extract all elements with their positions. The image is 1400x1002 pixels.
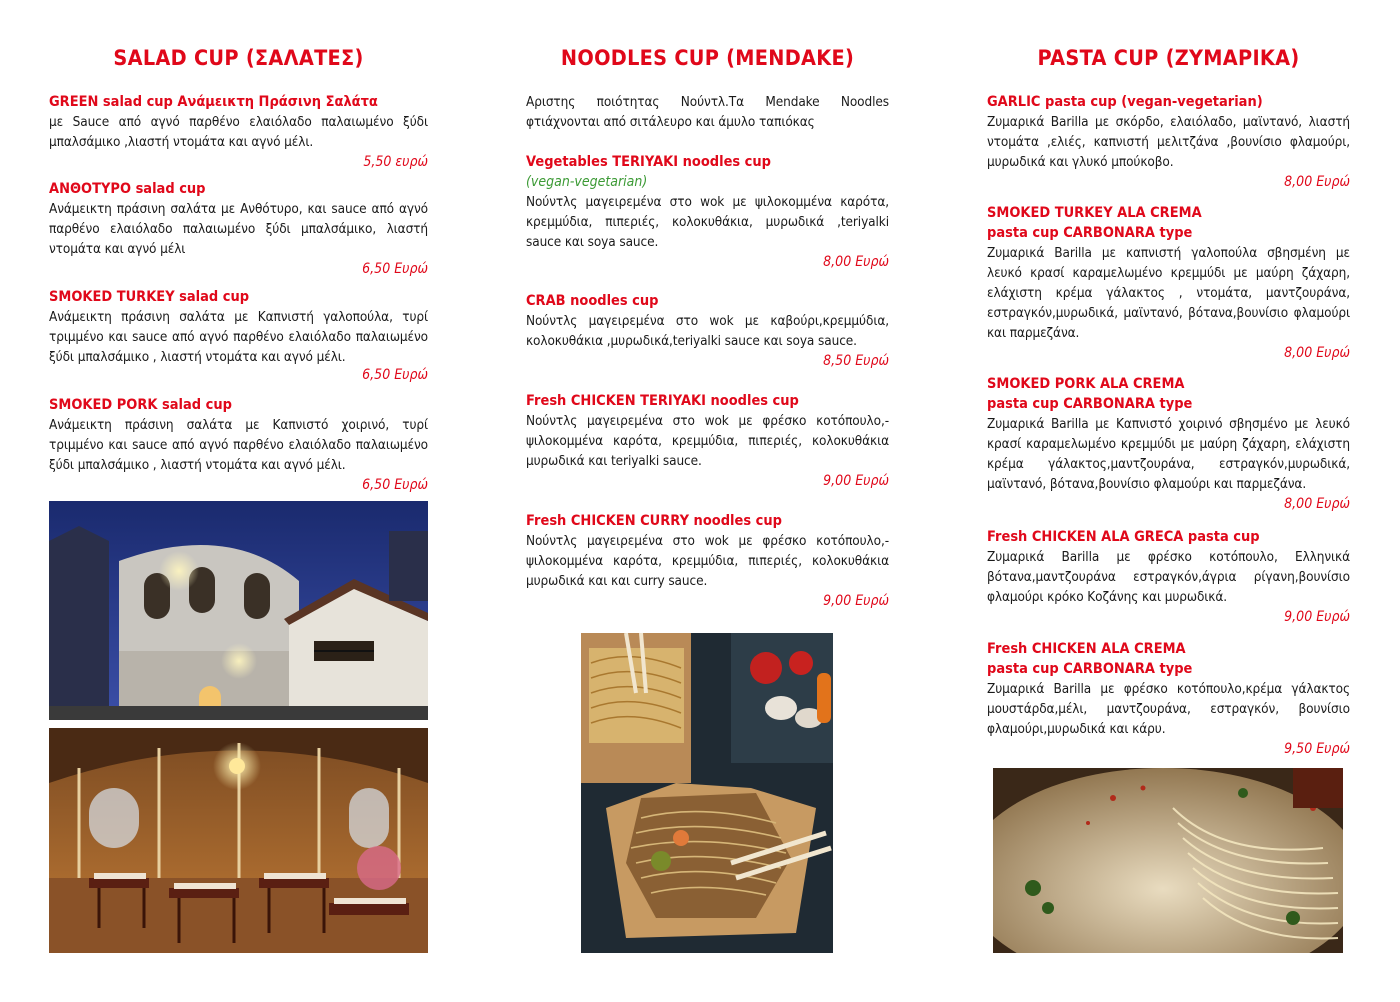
item-description: Ανάμεικτη πράσινη σαλάτα με Ανθότυρο, και sauce από αγνό παρθένο ελαιόλαδο παλαιωμένο ξύδι μπαλσάμικο, λιαστή ντομάτα και αγνό μέλι [49, 201, 428, 257]
item-price: 6,50 Ευρώ [362, 261, 428, 277]
item-price: 6,50 Ευρώ [362, 367, 428, 383]
menu-item-crab-noodles [526, 291, 889, 371]
item-name: SMOKED PORK salad cup [49, 397, 232, 413]
item-price: 5,50 ευρώ [363, 154, 428, 170]
item-price: 9,50 Ευρώ [1284, 741, 1350, 757]
menu-item-green-salad [49, 92, 428, 172]
item-name: Fresh CHICKEN ALA CREMA [987, 641, 1186, 657]
item-name: Vegetables TERIYAKI noodles cup [526, 154, 771, 170]
item-name: SMOKED TURKEY ALA CREMA [987, 205, 1202, 221]
item-name-secondary: pasta cup CARBONARA type [987, 661, 1193, 677]
item-description: Νούντλς μαγειρεμένα στο wok με ψιλοκομμένα καρότα, κρεμμύδια, πιπεριές, κολοκυθάκια, μυρωδικά ,teriyalki sauce και soya sauce. [526, 194, 889, 250]
item-name: SMOKED PORK ALA CREMA [987, 376, 1185, 392]
item-description: Ανάμεικτη πράσινη σαλάτα με Καπνιστό χοιρινό, τυρί τριμμένο και sauce από αγνό παρθένο ελαιόλαδο παλαιωμένο ξύδι μπαλσάμικο , λιαστή ντομάτα και αγνό μέλι. [49, 417, 428, 473]
item-price: 8,00 Ευρώ [823, 254, 889, 270]
menu-item-chicken-ala-greca [987, 527, 1350, 627]
menu-item-chicken-ala-crema [987, 639, 1350, 759]
intro-text: Αριστης ποιότητας Νούντλ.Τα Mendake Noodles φτιάχνονται από σιτάλευρο και άμυλο ταπιόκας [526, 94, 889, 130]
item-price: 8,00 Ευρώ [1284, 345, 1350, 361]
pasta-bowl-photo [993, 768, 1343, 953]
item-name: CRAB noodles cup [526, 293, 659, 309]
menu-item-smoked-turkey-pasta [987, 203, 1350, 363]
pasta-title: PASTA CUP (ΖΥΜΑΡΙΚΑ) [1037, 46, 1300, 70]
item-description: Ζυμαρικά Barilla με σκόρδο, ελαιόλαδο, μαϊντανό, λιαστή ντομάτα ,ελιές, καπνιστή μελιτζάνα ,βουνίσιο φλαμούρι, μυρωδικά και γλυκό μπούκοβο. [987, 114, 1350, 170]
item-name: GARLIC pasta cup (vegan-vegetarian) [987, 94, 1263, 110]
item-name: ΑΝΘΟΤΥΡΟ salad cup [49, 181, 206, 197]
noodles-intro [526, 92, 889, 132]
item-price: 9,00 Ευρώ [1284, 609, 1350, 625]
item-name-secondary: pasta cup CARBONARA type [987, 396, 1193, 412]
item-name: Fresh CHICKEN ALA GRECA pasta cup [987, 529, 1260, 545]
item-name: GREEN salad cup Ανάμεικτη Πράσινη Σαλάτα [49, 94, 378, 110]
item-price: 9,00 Ευρώ [823, 473, 889, 489]
item-price: 9,00 Ευρώ [823, 593, 889, 609]
item-description: Νούντλς μαγειρεμένα στο wok με καβούρι,κρεμμύδια, κολοκυθάκια ,μυρωδικά,teriyalki sauce και soya sauce. [526, 313, 889, 349]
salad-title: SALAD CUP (ΣΑΛΑΤΕΣ) [113, 46, 364, 70]
menu-item-garlic-pasta [987, 92, 1350, 192]
item-name: Fresh CHICKEN TERIYAKI noodles cup [526, 393, 799, 409]
menu-item-chicken-teriyaki [526, 391, 889, 491]
item-description: Ζυμαρικά Barilla με καπνιστή γαλοπούλα σβησμένη με λευκό κρασί καραμελωμένο κρεμμύδι με μαύρη ζάχαρη, ελάχιστη κρέμα γάλακτος , ντομάτα, μαντζουράνα, εστραγκόν,μυρωδικά, μαϊντανό, βότανα,βουνίσιο φλαμούρι και παρμεζάνα. [987, 245, 1350, 341]
item-dietary-note: (vegan-vegetarian) [526, 174, 648, 190]
item-name-secondary: pasta cup CARBONARA type [987, 225, 1193, 241]
item-description: Ζυμαρικά Barilla με φρέσκο κοτόπουλο,κρέμα γάλακτος μουστάρδα,μέλι, μαντζουράνα, εστραγκόν, βουνίσιο φλαμούρι,μυρωδικά και κάρυ. [987, 681, 1350, 737]
restaurant-interior-photo [49, 728, 428, 953]
restaurant-exterior-photo [49, 501, 428, 720]
item-description: Ανάμεικτη πράσινη σαλάτα με Καπνιστή γαλοπούλα, τυρί τριμμένο και sauce από αγνό παρθένο ελαιόλαδο παλαιωμένο ξύδι μπαλσάμικο , λιαστή ντομάτα και αγνό μέλι. [49, 309, 428, 365]
item-name: Fresh CHICKEN CURRY noodles cup [526, 513, 782, 529]
item-description: Ζυμαρικά Barilla με Καπνιστό χοιρινό σβησμένο με λευκό κρασί καραμελωμένο κρεμμύδι με μαύρη ζάχαρη, ελάχιστη κρέμα γάλακτος,μαντζουράνα, εστραγκόν,μυρωδικά, μαϊντανό, βότανα,βουνίσιο φλαμούρι και παρμεζάνα. [987, 416, 1350, 492]
item-price: 8,00 Ευρώ [1284, 174, 1350, 190]
menu-item-vegetables-teriyaki [526, 152, 889, 272]
menu-item-anthotyro-salad [49, 179, 428, 279]
item-description: Νούντλς μαγειρεμένα στο wok με φρέσκο κοτόπουλο,- ψιλοκομμένα καρότα, κρεμμύδια, πιπεριές, κολοκυθάκια μυρωδικά και teriyalki sauce. [526, 413, 889, 469]
item-name: SMOKED TURKEY salad cup [49, 289, 250, 305]
item-price: 8,00 Ευρώ [1284, 496, 1350, 512]
menu-item-smoked-pork-pasta [987, 374, 1350, 514]
item-price: 6,50 Ευρώ [362, 477, 428, 493]
menu-item-smoked-turkey-salad [49, 287, 428, 385]
item-price: 8,50 Ευρώ [823, 353, 889, 369]
menu-item-chicken-curry [526, 511, 889, 611]
noodles-box-photo [581, 633, 833, 953]
noodles-title: NOODLES CUP (MENDAKE) [560, 46, 855, 70]
menu-item-smoked-pork-salad [49, 395, 428, 495]
item-description: Ζυμαρικά Barilla με φρέσκο κοτόπουλο, Ελληνικά βότανα,μαντζουράνα εστραγκόν,άγρια ρίγανη,βουνίσιο φλαμούρι κρόκο Κοζάνης και μυρωδικά. [987, 549, 1350, 605]
item-description: Νούντλς μαγειρεμένα στο wok με φρέσκο κοτόπουλο,- ψιλοκομμένα καρότα, κρεμμύδια, πιπεριές, κολοκυθάκια μυρωδικά και και curry sauce. [526, 533, 889, 589]
item-description: με Sauce από αγνό παρθένο ελαιόλαδο παλαιωμένο ξύδι μπαλσάμικο ,λιαστή ντομάτα και αγνό μέλι. [49, 114, 428, 150]
